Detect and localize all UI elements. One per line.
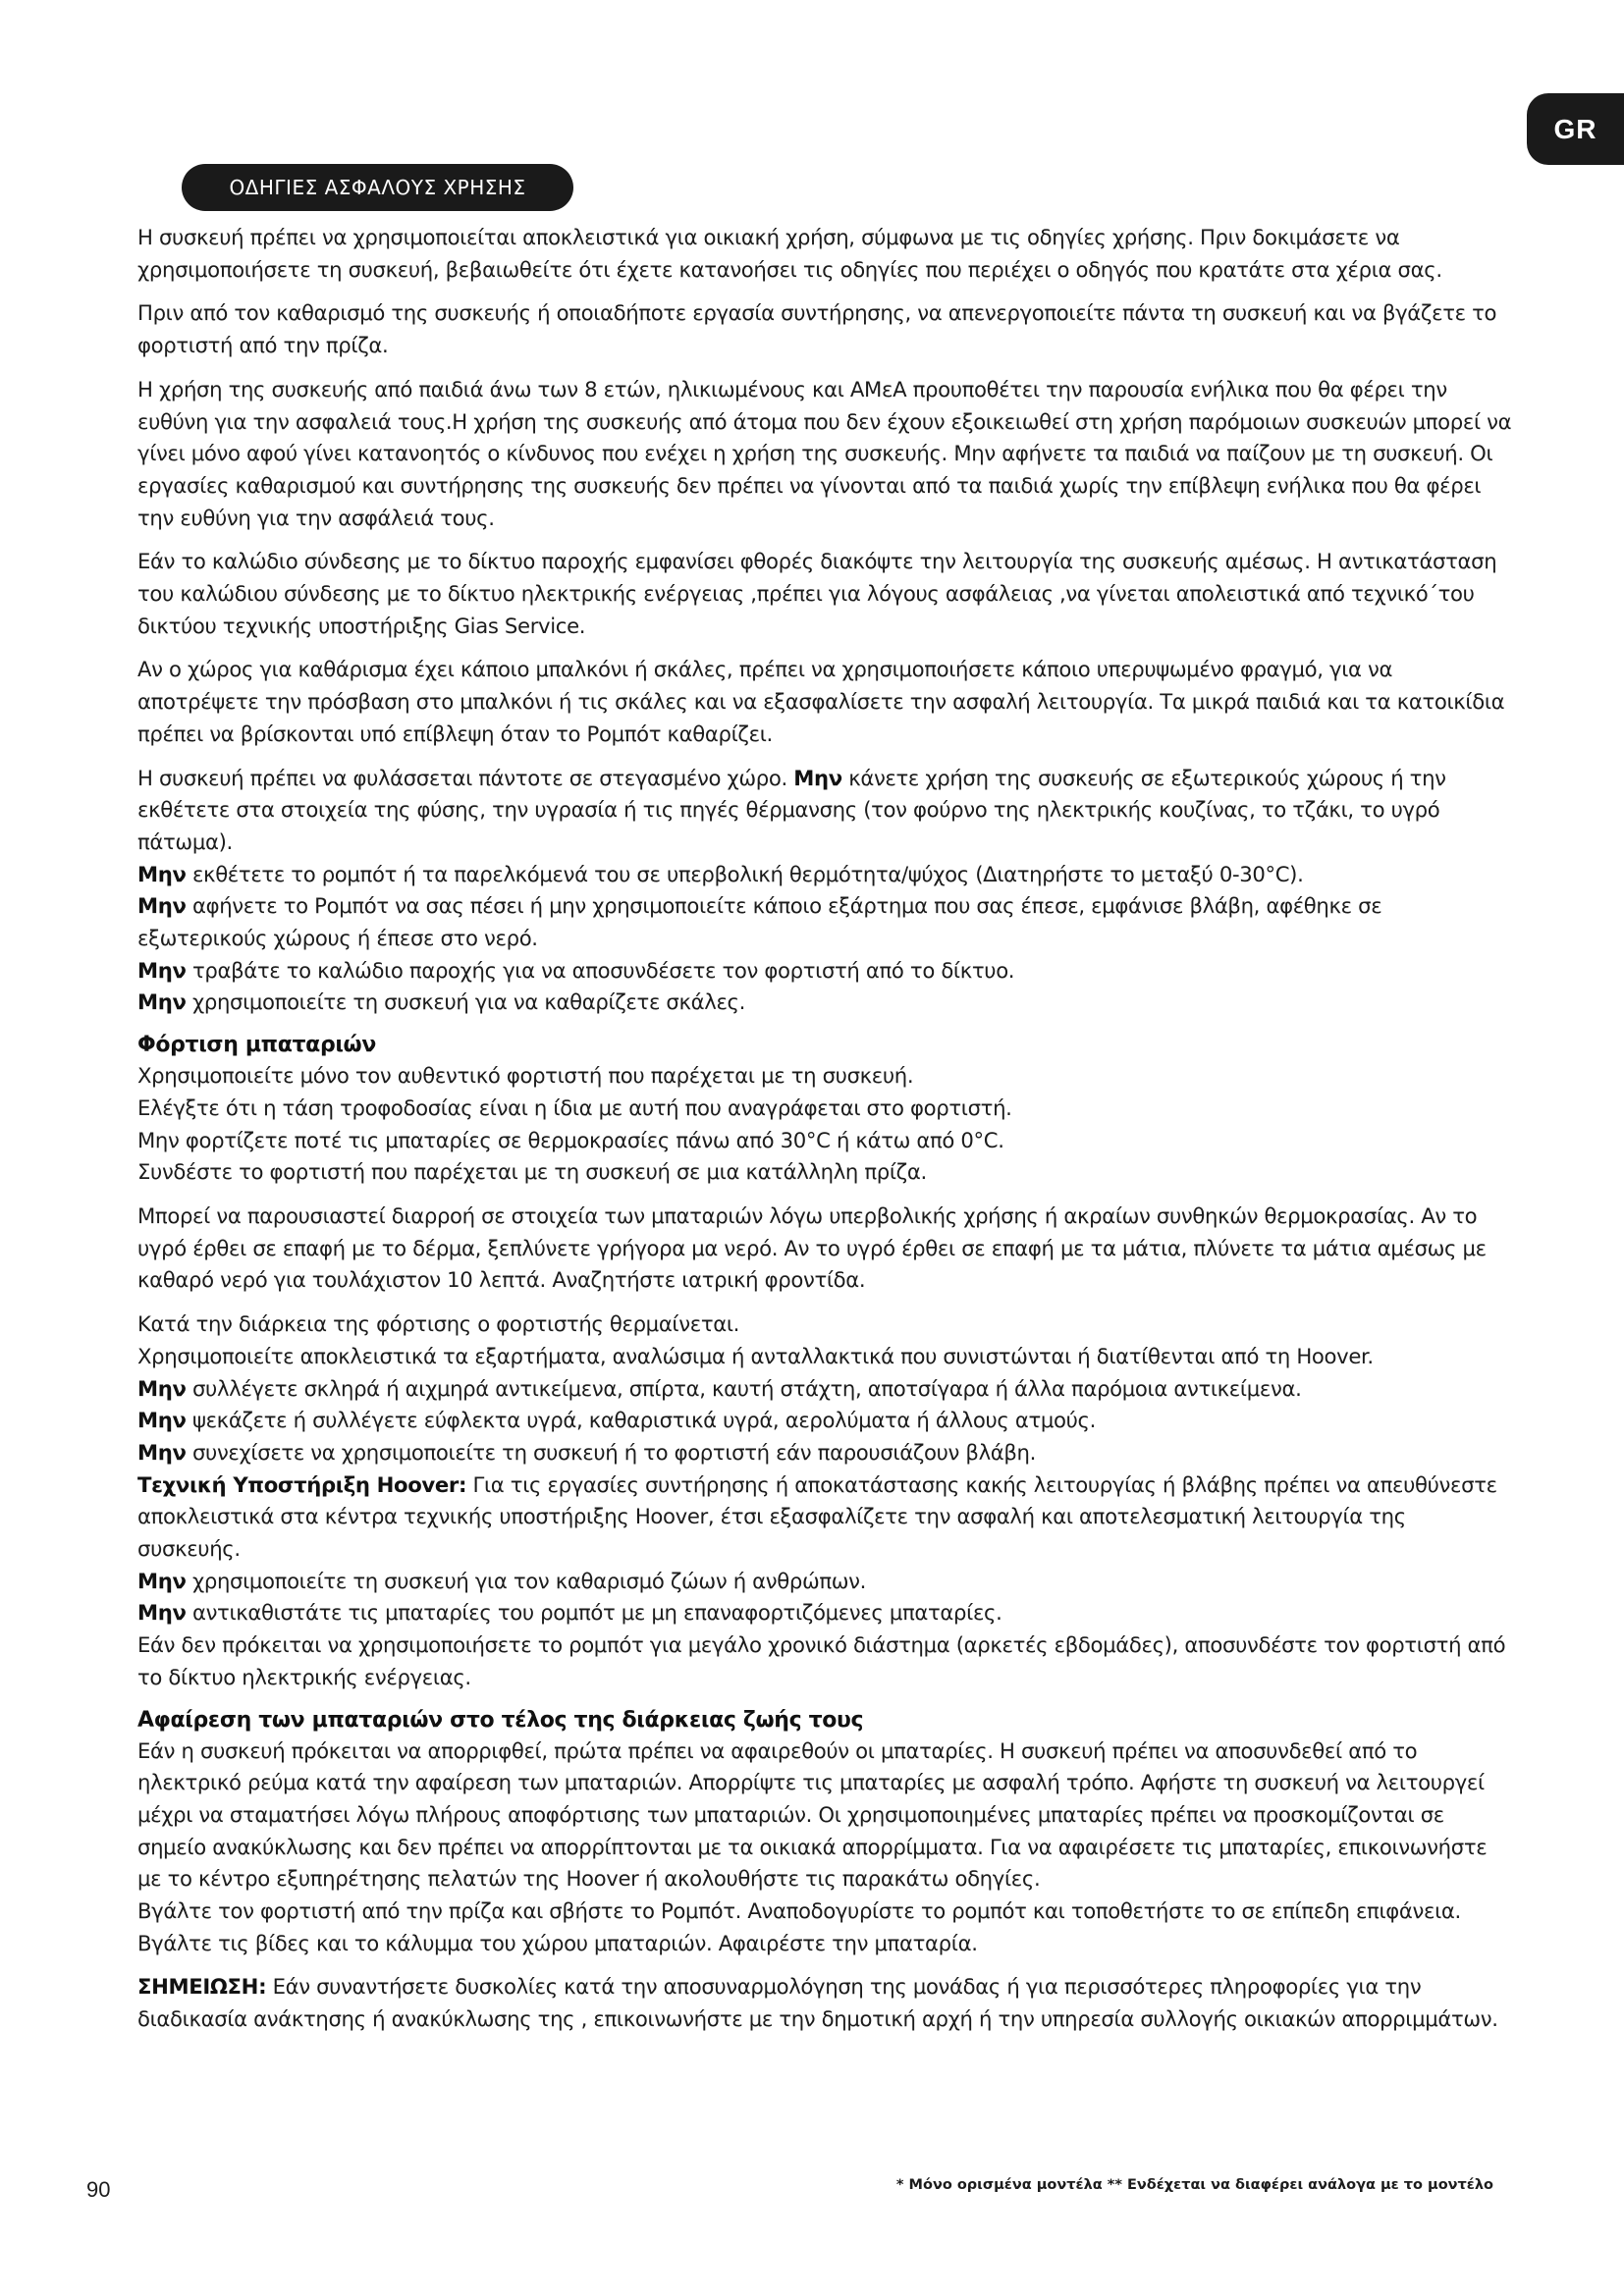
paragraph-removal-steps: Βγάλτε τον φορτιστή από την πρίζα και σβήστε το Ρομπότ. Αναποδογυρίστε το ρομπότ και τοποθετήστε το σε επίπεδη επιφάνεια. Βγάλτε τις βίδες και το κάλυμμα του χώρου μπαταριών. Αφαιρέστε την μπαταρία. (137, 1898, 1461, 1955)
document-body (137, 222, 1512, 2048)
paragraph-battery-disposal: Εάν η συσκευή πρόκειται να απορριφθεί, πρώτα πρέπει να αφαιρεθούν οι μπαταρίες. Η συσκευή πρέπει να αποσυνδεθεί από το ηλεκτρικό ρεύμα κατά την αφαίρεση των μπαταριών. Απορρίψτε τις μπαταρίες με ασφαλή τρόπο. Αφήστε τη συσκευή να λειτουργεί μέχρι να σταματήσει λόγω πλήρους αποφόρτισης των μπαταριών. Οι χρησιμοποιημένες μπαταρίες πρέπει να προσκομίζονται σε σημείο ανακύκλωσης και δεν πρέπει να απορρίπτονται με τα οικιακά απορρίμματα. Για να αφαιρέσετε τις μπαταρίες, επικοινωνήστε με το κέντρο εξυπηρέτησης πελατών της Hoover ή ακολουθήστε τις παρακάτω οδηγίες. (137, 1737, 1488, 1892)
page-number: 90 (86, 2177, 111, 2202)
charging-heading: Φόρτιση μπαταριών (137, 1033, 376, 1058)
charging-line-4: Συνδέστε το φορτιστή που παρέχεται με τη συσκευή σε μια κατάλληλη πρίζα. (137, 1159, 927, 1185)
removal-heading: Αφαίρεση των μπαταριών στο τέλος της διάρκειας ζωής τους (137, 1707, 864, 1733)
paragraph-damaged-cable: Εάν το καλώδιο σύνδεσης με το δίκτυο παροχής εμφανίσει φθορές διακόψτε την λειτουργία της συσκευής αμέσως. Η αντικατάσταση του καλώδιου σύνδεσης με το δίκτυο ηλεκτρικής ενέργειας ,πρέπει για λόγους ασφάλειας ,να γίνεται απολειστικά από τεχνικό΄του δικτύου τεχνικής υποστήριξης Gias Service. (137, 549, 1497, 638)
paragraph-children-supervision: Η χρήση της συσκευής από παιδιά άνω των 8 ετών, ηλικιωμένους και ΑΜεΑ προυποθέτει την παρουσία ενήλικα που θα φέρει την ευθύνη για την ασφαλειά τους.Η χρήση της συσκευής από άτομα που δεν έχουν εξοικειωθεί στη χρήση παρόμοιων συσκευών μπορεί να γίνει μόνο αφού γίνει κατανοητός ο κίνδυνος που ενέχει η χρήση της συσκευής. Μην αφήνετε τα παιδιά να παίζουν με τη συσκευή. Οι εργασίες καθαρισμού και συντήρησης της συσκευής δεν πρέπει να γίνονται από τα παιδιά χωρίς την επίβλεψη ενήλικα που θα φέρει την ευθύνη για την ασφάλειά τους. (137, 376, 1512, 530)
warning-sharp-objects: Μην συλλέγετε σκληρά ή αιχμηρά αντικείμενα, σπίρτα, καυτή στάχτη, αποτσίγαρα ή άλλα παρόμοια αντικείμενα. (137, 1375, 1302, 1401)
warning-stairs: Μην χρησιμοποιείτε τη συσκευή για να καθαρίζετε σκάλες. (137, 989, 746, 1015)
warning-damaged-device: Μην συνεχίσετε να χρησιμοποιείτε τη συσκευή ή το φορτιστή εάν παρουσιάζουν βλάβη. (137, 1439, 1037, 1465)
warning-non-rechargeable: Μην αντικαθιστάτε τις μπαταρίες του ρομπότ με μη επαναφορτιζόμενες μπαταρίες. (137, 1600, 1002, 1626)
charging-line-6: Χρησιμοποιείτε αποκλειστικά τα εξαρτήματα, αναλώσιμα ή ανταλλακτικά που συνιστώνται ή διατίθενται από τη Hoover. (137, 1343, 1374, 1368)
warning-drop: Μην αφήνετε το Ρομπότ να σας πέσει ή μην χρησιμοποιείτε κάποιο εξάρτημα που σας έπεσε, εμφάνισε βλάβη, αφέθηκε σε εξωτερικούς χώρους ή έπεσε στο νερό. (137, 893, 1382, 951)
paragraph-storage: Η συσκευή πρέπει να φυλάσσεται πάντοτε σε στεγασμένο χώρο. Μην κάνετε χρήση της συσκευής σε εξωτερικούς χώρους ή την εκθέτετε στα στοιχεία της φύσης, την υγρασία ή τις πηγές θέρμανσης (τον φούρνο της ηλεκτρικής κουζίνας, το τζάκι, το υγρό πάτωμα). (137, 765, 1446, 854)
warning-pull-cable: Μην τραβάτε το καλώδιο παροχής για να αποσυνδέσετε τον φορτιστή από το δίκτυο. (137, 957, 1015, 983)
paragraph-technical-support: Τεχνική Υποστήριξη Hoover: Για τις εργασίες συντήρησης ή αποκατάστασης κακής λειτουργίας ή βλάβης πρέπει να απευθύνεστε αποκλειστικά στα κέντρα τεχνικής υποστήριξης Hoover, έτσι εξασφαλίζετε την ασφαλή και αποτελεσματική λειτουργία της συσκευής. (137, 1471, 1497, 1562)
paragraph-household-use: Η συσκευή πρέπει να χρησιμοποιείται αποκλειστικά για οικιακή χρήση, σύμφωνα με τις οδηγίες χρήσης. Πριν δοκιμάσετε να χρησιμοποιήσετε τη συσκευή, βεβαιωθείτε ότι έχετε κατανοήσει τις οδηγίες που περιέχει ο οδηγός που κρατάτε στα χέρια σας. (137, 225, 1442, 282)
charging-line-3: Μην φορτίζετε ποτέ τις μπαταρίες σε θερμοκρασίες πάνω από 30°C ή κάτω από 0°C. (137, 1127, 1004, 1152)
paragraph-note: ΣΗΜΕΙΩΣΗ: Εάν συναντήσετε δυσκολίες κατά την αποσυναρμολόγηση της μονάδας ή για περισσότερες πληροφορίες για την διαδικασία ανάκτησης ή ανακύκλωσης της , επικοινωνήστε με την δημοτική αρχή ή την υπηρεσία συλλογής οικιακών απορριμμάτων. (137, 1974, 1498, 2032)
warning-temperature: Μην εκθέτετε το ρομπότ ή τα παρελκόμενά του σε υπερβολική θερμότητα/ψύχος (Διατηρήστε το μεταξύ 0-30°C). (137, 861, 1304, 886)
charging-line-7: Εάν δεν πρόκειται να χρησιμοποιήσετε το ρομπότ για μεγάλο χρονικό διάστημα (αρκετές εβδομάδες), αποσυνδέστε τον φορτιστή από το δίκτυο ηλεκτρικής ενέργειας. (137, 1632, 1506, 1689)
charging-line-5: Κατά την διάρκεια της φόρτισης ο φορτιστής θερμαίνεται. (137, 1311, 740, 1337)
paragraph-battery-leak: Μπορεί να παρουσιαστεί διαρροή σε στοιχεία των μπαταριών λόγω υπερβολικής χρήσης ή ακραίων συνθηκών θερμοκρασίας. Αν το υγρό έρθει σε επαφή με το δέρμα, ξεπλύνετε γρήγορα μα νερό. Αν το υγρό έρθει σε επαφή με τα μάτια, πλύνετε τα μάτια αμέσως με καθαρό νερό για τουλάχιστον 10 λεπτά. Αναζητήστε ιατρική φροντίδα. (137, 1202, 1487, 1293)
footnote: * Μόνο ορισμένα μοντέλα ** Ενδέχεται να διαφέρει ανάλογα με το μοντέλο (895, 2177, 1493, 2193)
section-title-pill: ΟΔΗΓΙΕΣ ΑΣΦΑΛΟΥΣ ΧΡΗΣΗΣ (182, 164, 573, 211)
paragraph-cleaning-unplug: Πριν από τον καθαρισμό της συσκευής ή οποιαδήποτε εργασία συντήρησης, να απενεργοποιείτε πάντα τη συσκευή και να βγάζετε το φορτιστή από την πρίζα. (137, 300, 1497, 358)
warning-flammable: Μην ψεκάζετε ή συλλέγετε εύφλεκτα υγρά, καθαριστικά υγρά, αερολύματα ή άλλους ατμούς. (137, 1408, 1096, 1433)
paragraph-balcony-stairs: Αν ο χώρος για καθάρισμα έχει κάποιο μπαλκόνι ή σκάλες, πρέπει να χρησιμοποιήσετε κάποιο υπερυψωμένο φραγμό, για να αποτρέψετε την πρόσβαση στο μπαλκόνι ή τις σκάλες και να εξασφαλίσετε την ασφαλή λειτουργία. Τα μικρά παιδιά και τα κατοικίδια πρέπει να βρίσκονται υπό επίβλεψη όταν το Ρομπότ καθαρίζει. (137, 657, 1505, 746)
charging-line-1: Χρησιμοποιείτε μόνο τον αυθεντικό φορτιστή που παρέχεται με τη συσκευή. (137, 1063, 914, 1089)
warning-animals-people: Μην χρησιμοποιείτε τη συσκευή για τον καθαρισμό ζώων ή ανθρώπων. (137, 1568, 867, 1593)
language-tab: GR (1527, 93, 1624, 165)
charging-line-2: Ελέγξτε ότι η τάση τροφοδοσίας είναι η ίδια με αυτή που αναγράφεται στο φορτιστή. (137, 1095, 1012, 1120)
